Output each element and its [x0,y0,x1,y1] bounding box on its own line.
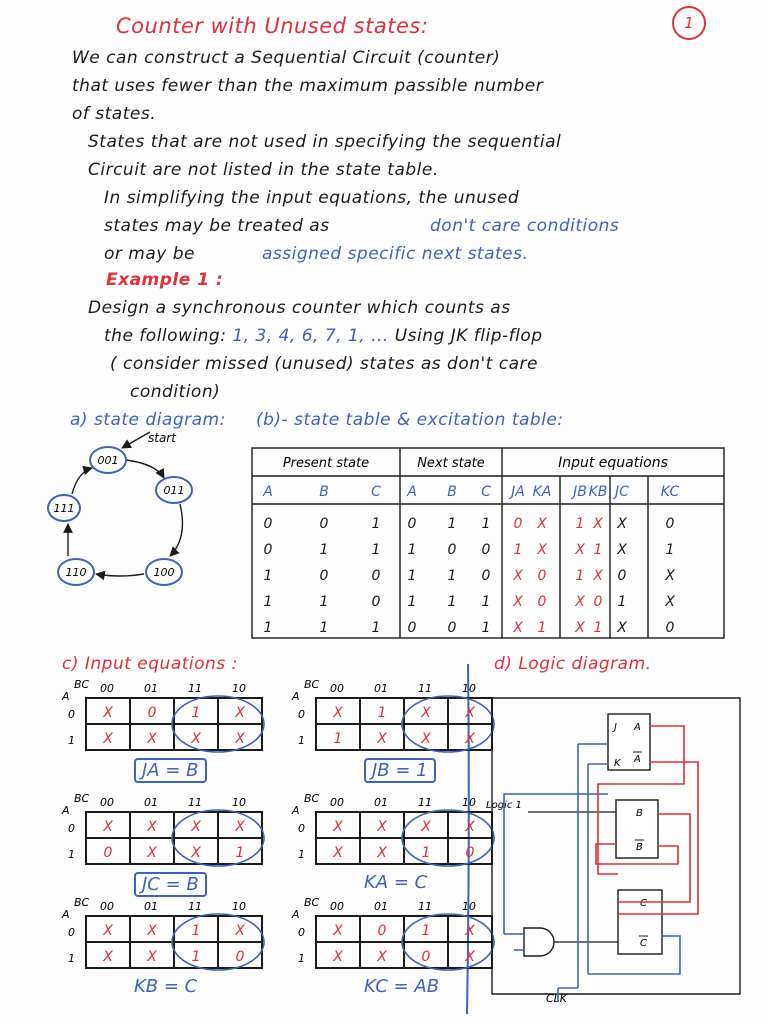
svg-text:A: A [634,754,641,765]
kmap-ka [290,790,510,900]
table-cell: 0 [665,620,675,636]
row-label: 1 [68,734,75,747]
table-cell: 1 [263,620,273,636]
kmap-cell: X [465,731,475,747]
section-c-heading: c) Input equations : [62,654,238,674]
row-var-label: A [292,804,300,817]
state-111 [48,495,80,521]
row-label: 0 [68,926,75,939]
kmap-cell: 0 [421,949,431,965]
col-label: 00 [100,796,114,809]
paragraph-line-6: In simplifying the input equations, the unused [104,188,520,208]
row-label: 1 [68,952,75,965]
table-cell: 1 [319,594,329,610]
table-cell: 0 [593,594,603,610]
state-diagram [40,428,230,598]
table-cell: X [537,516,547,532]
transition-111-001 [72,468,92,494]
header-input-equations: Input equations [558,455,668,471]
table-cell: 1 [481,620,491,636]
col-label: 01 [374,796,388,809]
table-cell: 0 [407,516,417,532]
row-label: 0 [298,822,305,835]
column-header-b: B [319,484,329,500]
kmap-cell: X [377,731,387,747]
kmap-cell: X [465,923,475,939]
col-label: 00 [330,682,344,695]
kmap-cell: 0 [147,705,157,721]
table-cell: 0 [447,542,457,558]
kmap-cell: X [103,923,113,939]
col-label: 00 [330,900,344,913]
table-cell: 0 [665,516,675,532]
row-label: 0 [298,926,305,939]
table-cell: 0 [481,568,491,584]
table-cell: X [665,594,675,610]
state-table [250,446,728,642]
svg-text:C: C [640,898,647,909]
table-cell: 0 [537,568,547,584]
table-cell: 0 [481,542,491,558]
table-cell: 0 [263,542,273,558]
table-cell: 1 [481,594,491,610]
paragraph-line-4: States that are not used in specifying the sequential [88,132,562,152]
kmap-cell: X [147,923,157,939]
state-table-column-headers [262,484,679,500]
dont-care-text: don't care conditions [430,216,620,236]
state-001 [90,447,126,473]
table-cell: 1 [575,568,585,584]
paragraph-line-7: states may be treated as [104,216,330,236]
col-var-label: BC [304,792,320,805]
column-header-b: B [447,484,457,500]
table-cell: 0 [371,594,381,610]
table-cell: 0 [407,620,417,636]
state-011 [156,477,192,503]
kmap-cell: 0 [377,923,387,939]
kmap-cell: X [191,731,201,747]
table-cell: 1 [481,516,491,532]
example-line-1: Design a synchronous counter which counts as [88,298,511,318]
flip-flop-C [618,890,662,954]
col-label: 10 [462,900,476,913]
kmap-cell: X [465,819,475,835]
page-title: Counter with Unused states: [116,14,429,38]
kmap-cell: X [377,819,387,835]
kmap-cell: X [147,845,157,861]
start-label: start [148,431,176,445]
flip-flop-B [616,800,658,858]
kmap-cell: 1 [191,705,201,721]
row-label: 1 [68,848,75,861]
paragraph-line-3: of states. [72,104,157,124]
column-header-ka: KA [532,484,552,500]
svg-text:K: K [614,758,621,769]
kmap-grid [86,698,262,750]
col-label: 00 [330,796,344,809]
kmap-cell: X [103,949,113,965]
col-label: 11 [188,796,202,809]
column-header-jb: JB [573,484,587,500]
header-present-state: Present state [282,456,370,471]
column-header-kb: KB [588,484,608,500]
table-cell: X [575,594,585,610]
table-cell: 1 [665,542,675,558]
column-header-a: A [407,484,417,500]
kmap-cell: 0 [465,845,475,861]
table-cell: 1 [575,516,585,532]
transition-001-011 [126,460,164,478]
col-label: 01 [144,682,158,695]
kmap-cell: X [103,705,113,721]
equation-jc: JC = B [134,872,207,897]
col-label: 11 [188,682,202,695]
equation-ja: JA = B [134,758,207,783]
kmap-cell: 1 [333,731,343,747]
row-label: 0 [68,822,75,835]
kmap-cell: X [235,819,245,835]
clock-label: CLK [546,992,568,1005]
col-var-label: BC [304,896,320,909]
kmap-cell: X [465,949,475,965]
row-var-label: A [292,690,300,703]
row-var-label: A [62,804,70,817]
table-cell: 1 [371,516,381,532]
table-cell: 1 [447,568,457,584]
kmap-cell: X [377,845,387,861]
kmap-cell: X [147,731,157,747]
kmap-cell: X [333,923,343,939]
kmap-grid [86,916,262,968]
table-cell: 1 [447,594,457,610]
kmap-grid [316,916,492,968]
and-gate [524,928,554,956]
column-header-c: C [481,484,491,500]
example-line-2: the following: 1, 3, 4, 6, 7, 1, ... Using JK flip-flop [104,326,543,346]
svg-text:011: 011 [163,484,185,497]
svg-text:111: 111 [53,502,75,515]
svg-text:100: 100 [153,566,175,579]
col-label: 10 [462,796,476,809]
table-cell: X [593,568,603,584]
col-label: 01 [144,900,158,913]
kmap-cell: 1 [421,845,431,861]
kmap-kc [290,894,510,1004]
svg-text:J: J [614,722,617,733]
table-cell: 1 [593,620,603,636]
paragraph-line-2: that uses fewer than the maximum passible number [72,76,544,96]
equation-ka: KA = C [364,872,428,893]
table-cell: 0 [319,516,329,532]
example-line-3: ( consider missed (unused) states as don't care [110,354,538,374]
table-cell: X [593,516,603,532]
kmap-cell: X [235,731,245,747]
kmap-cell: 0 [103,845,113,861]
table-cell: X [513,620,523,636]
table-cell: X [575,542,585,558]
table-cell: X [617,620,627,636]
col-label: 00 [100,682,114,695]
kmap-cell: X [421,819,431,835]
col-label: 11 [418,796,432,809]
kmap-jb [290,676,510,786]
example-line-4: condition) [130,382,221,402]
table-cell: X [617,516,627,532]
svg-text:110: 110 [65,566,87,579]
kmap-cell: X [421,731,431,747]
table-cell: 1 [513,542,523,558]
col-label: 10 [462,682,476,695]
table-cell: X [665,568,675,584]
kmap-cell: X [333,819,343,835]
logic-one-label: Logic 1 [486,800,522,811]
table-cell: 0 [513,516,523,532]
state-110 [58,559,94,585]
table-cell: 0 [537,594,547,610]
svg-text:001: 001 [97,454,119,467]
flip-flop-A [608,714,650,770]
col-var-label: BC [74,792,90,805]
table-cell: 0 [263,516,273,532]
equation-kc: KC = AB [364,976,440,997]
table-cell: X [513,568,523,584]
logic-diagram [484,684,760,1010]
table-cell: 1 [407,542,417,558]
col-var-label: BC [74,896,90,909]
row-var-label: A [62,690,70,703]
row-label: 0 [298,708,305,721]
row-var-label: A [292,908,300,921]
column-header-jc: JC [615,484,629,500]
table-cell: 1 [407,594,417,610]
table-cell: 1 [263,594,273,610]
table-cell: 1 [319,620,329,636]
table-cell: 1 [371,620,381,636]
col-label: 11 [418,682,432,695]
kmap-cell: X [191,845,201,861]
kmap-cell: 1 [421,923,431,939]
kmap-jc [60,790,280,900]
table-cell: 1 [407,568,417,584]
kmap-cell: 1 [191,949,201,965]
row-label: 1 [298,952,305,965]
svg-text:C: C [640,938,647,949]
row-label: 1 [298,734,305,747]
table-cell: X [575,620,585,636]
table-cell: 1 [371,542,381,558]
column-header-a: A [263,484,273,500]
kmap-cell: X [191,819,201,835]
paragraph-line-5: Circuit are not listed in the state table. [88,160,439,180]
kmap-cell: 1 [235,845,245,861]
kmap-kb [60,894,280,1004]
kmap-cell: X [235,705,245,721]
page-number: 1 [672,6,706,40]
kmap-grid [316,698,492,750]
column-header-kc: KC [660,484,680,500]
kmap-cell: X [103,731,113,747]
col-label: 10 [232,796,246,809]
paragraph-line-1: We can construct a Sequential Circuit (counter) [72,48,501,68]
row-var-label: A [62,908,70,921]
kmap-cell: X [333,949,343,965]
transition-100-110 [96,574,144,576]
svg-text:A: A [634,722,641,733]
equation-kb: KB = C [134,976,198,997]
section-a-heading: a) state diagram: [70,410,226,430]
col-var-label: BC [304,678,320,691]
header-next-state: Next state [417,456,485,471]
kmap-cell: X [235,923,245,939]
table-cell: 0 [617,568,627,584]
table-cell: 1 [593,542,603,558]
table-cell: 1 [263,568,273,584]
col-label: 01 [374,900,388,913]
state-table-body [264,516,676,636]
table-cell: 1 [617,594,627,610]
kmap-grid [316,812,492,864]
kmap-grid [86,812,262,864]
assigned-states-text: assigned specific next states. [262,244,529,264]
kmap-cell: X [333,705,343,721]
row-label: 0 [68,708,75,721]
kmap-cell: 1 [377,705,387,721]
svg-text:B: B [636,808,643,819]
column-header-c: C [371,484,381,500]
kmap-cell: X [147,949,157,965]
section-d-heading: d) Logic diagram. [494,654,652,674]
col-label: 11 [418,900,432,913]
state-100 [146,559,182,585]
kmap-cell: X [147,819,157,835]
start-arrow [122,432,150,448]
table-cell: X [537,542,547,558]
kmap-cell: 0 [235,949,245,965]
table-cell: 1 [319,542,329,558]
col-label: 00 [100,900,114,913]
table-cell: 0 [447,620,457,636]
kmap-ja [60,676,280,786]
count-sequence: 1, 3, 4, 6, 7, 1, ... [232,326,389,346]
table-cell: 1 [537,620,547,636]
kmap-cell: 1 [191,923,201,939]
col-label: 01 [144,796,158,809]
kmap-cell: X [333,845,343,861]
table-cell: 0 [371,568,381,584]
col-var-label: BC [74,678,90,691]
col-label: 01 [374,682,388,695]
table-cell: 0 [319,568,329,584]
col-label: 10 [232,682,246,695]
row-label: 1 [298,848,305,861]
column-header-ja: JA [511,484,525,500]
equation-jb: JB = 1 [364,758,436,783]
col-label: 11 [188,900,202,913]
kmap-cell: X [377,949,387,965]
paragraph-line-8: or may be [104,244,195,264]
col-label: 10 [232,900,246,913]
table-cell: X [513,594,523,610]
kmap-cell: X [465,705,475,721]
blue-wires [504,744,680,1002]
section-b-heading: (b)- state table & excitation table: [256,410,564,430]
kmap-cell: X [103,819,113,835]
transition-011-100 [170,504,182,556]
svg-text:B: B [636,842,643,853]
table-cell: 1 [447,516,457,532]
table-cell: X [617,542,627,558]
example-heading: Example 1 : [106,270,224,290]
kmap-cell: X [421,705,431,721]
